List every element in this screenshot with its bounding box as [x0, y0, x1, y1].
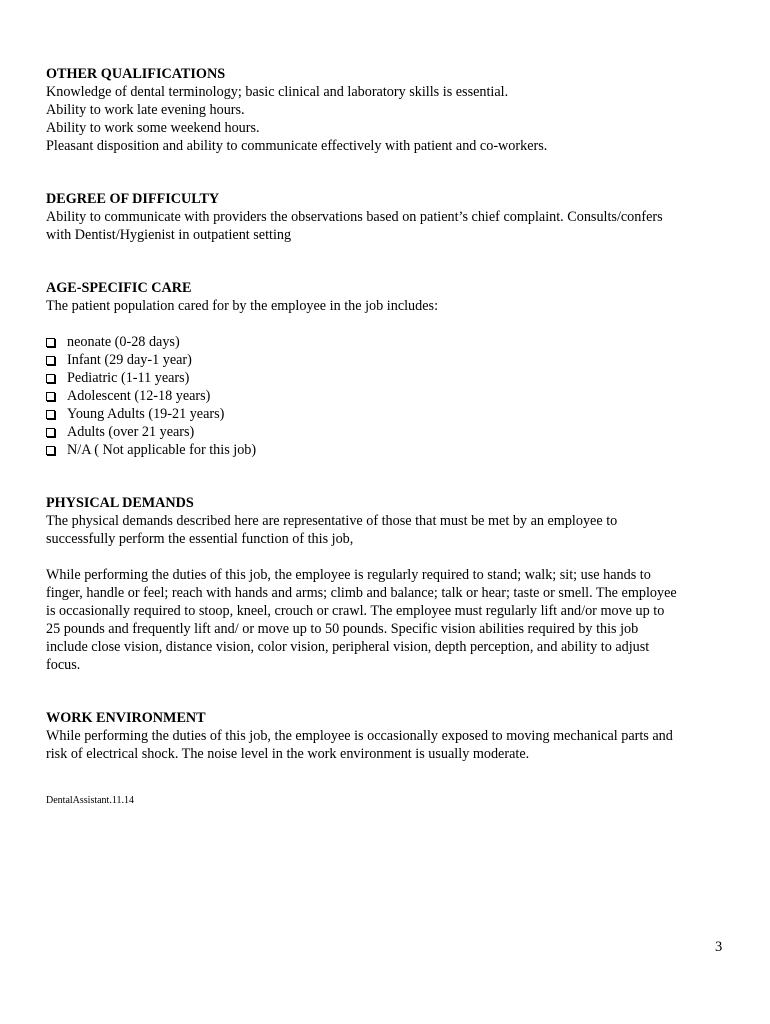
- text-line: The patient population cared for by the employee in the job includes:: [46, 298, 439, 314]
- section-other-qualifications: [46, 65, 736, 155]
- text-line: focus.: [46, 657, 81, 673]
- document-page: [46, 65, 736, 763]
- section-heading: DEGREE OF DIFFICULTY: [46, 191, 220, 207]
- age-group-checkbox-list: [46, 333, 736, 459]
- checkbox-option[interactable]: [46, 369, 736, 387]
- document-code: DentalAssistant.11.14: [46, 795, 134, 806]
- section-degree-of-difficulty: [46, 190, 736, 244]
- checkbox-label: Infant (29 day-1 year): [67, 352, 192, 368]
- text-line: risk of electrical shock. The noise level in the work environment is usually moderate.: [46, 746, 530, 762]
- section-heading: WORK ENVIRONMENT: [46, 710, 206, 726]
- checkbox-icon[interactable]: [46, 374, 55, 383]
- checkbox-label: N/A ( Not applicable for this job): [67, 442, 257, 458]
- checkbox-option[interactable]: [46, 351, 736, 369]
- section-heading: AGE-SPECIFIC CARE: [46, 280, 192, 296]
- checkbox-option[interactable]: [46, 387, 736, 405]
- text-line: Ability to work some weekend hours.: [46, 120, 260, 136]
- section-age-specific-care: [46, 279, 736, 459]
- checkbox-label: Pediatric (1-11 years): [67, 370, 190, 386]
- checkbox-icon[interactable]: [46, 446, 55, 455]
- checkbox-label: Adolescent (12-18 years): [67, 388, 211, 404]
- checkbox-label: neonate (0-28 days): [67, 334, 180, 350]
- text-line: finger, handle or feel; reach with hands and arms; climb and balance; talk or hear; taste or smell. The employee: [46, 585, 677, 601]
- section-work-environment: [46, 709, 736, 763]
- section-heading: PHYSICAL DEMANDS: [46, 495, 194, 511]
- text-line: Ability to communicate with providers the observations based on patient’s chief complaint. Consults/confers: [46, 209, 663, 225]
- page-number: 3: [715, 939, 723, 955]
- checkbox-option[interactable]: [46, 405, 736, 423]
- text-line: Knowledge of dental terminology; basic clinical and laboratory skills is essential.: [46, 84, 509, 100]
- checkbox-icon[interactable]: [46, 356, 55, 365]
- text-line: include close vision, distance vision, color vision, peripheral vision, depth perception, and ability to adjust: [46, 639, 650, 655]
- checkbox-option[interactable]: [46, 441, 736, 459]
- text-line: While performing the duties of this job, the employee is occasionally exposed to moving mechanical parts and: [46, 728, 673, 744]
- text-line: The physical demands described here are representative of those that must be met by an employee to: [46, 513, 618, 529]
- text-line: successfully perform the essential function of this job,: [46, 531, 354, 547]
- text-line: Ability to work late evening hours.: [46, 102, 245, 118]
- checkbox-icon[interactable]: [46, 410, 55, 419]
- checkbox-icon[interactable]: [46, 428, 55, 437]
- text-line: 25 pounds and frequently lift and/ or move up to 50 pounds. Specific vision abilities required by this job: [46, 621, 639, 637]
- section-heading: OTHER QUALIFICATIONS: [46, 66, 226, 82]
- text-line: with Dentist/Hygienist in outpatient setting: [46, 227, 292, 243]
- text-line: Pleasant disposition and ability to communicate effectively with patient and co-workers.: [46, 138, 548, 154]
- checkbox-option[interactable]: [46, 333, 736, 351]
- section-physical-demands: [46, 494, 736, 674]
- checkbox-icon[interactable]: [46, 392, 55, 401]
- checkbox-label: Young Adults (19-21 years): [67, 406, 225, 422]
- text-line: is occasionally required to stoop, kneel, crouch or crawl. The employee must regularly lift and/or move up to: [46, 603, 665, 619]
- checkbox-icon[interactable]: [46, 338, 55, 347]
- checkbox-label: Adults (over 21 years): [67, 424, 195, 440]
- checkbox-option[interactable]: [46, 423, 736, 441]
- text-line: While performing the duties of this job, the employee is regularly required to stand; walk; sit; use hands to: [46, 567, 651, 583]
